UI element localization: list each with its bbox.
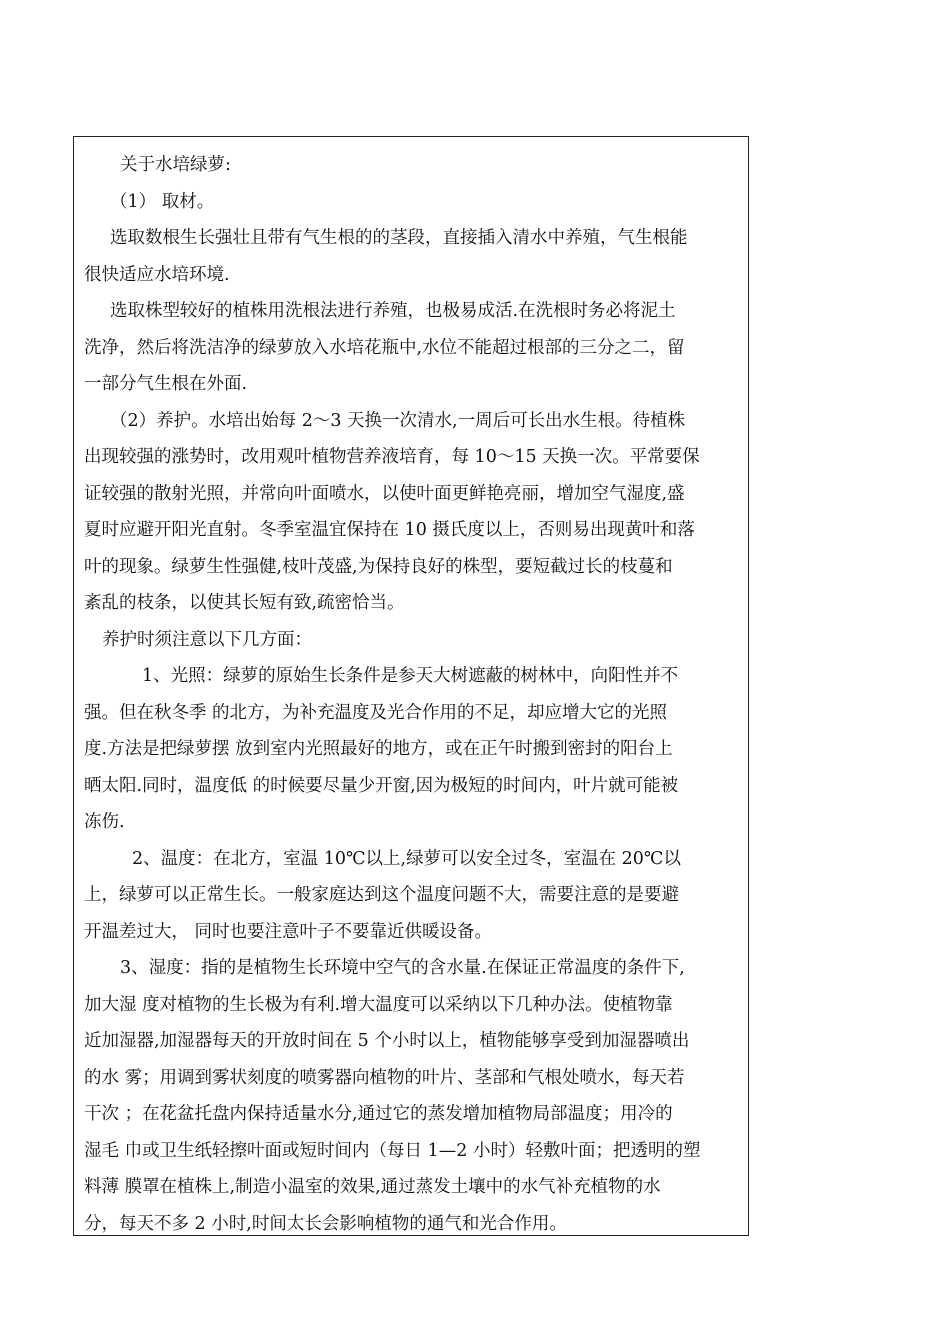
content-frame bbox=[73, 136, 749, 1236]
text-line: （1） 取材。 bbox=[110, 191, 215, 212]
text-line: 紊乱的枝条，以使其长短有致,疏密恰当。 bbox=[84, 593, 405, 613]
text-line: 近加湿器,加湿器每天的开放时间在 5 个小时以上，植物能够享受到加湿器喷出 bbox=[84, 1031, 690, 1051]
text-line: （2）养护。水培出始每 2～3 天换一次清水,一周后可长出水生根。待植株 bbox=[110, 410, 686, 431]
text-line: 3、湿度：指的是植物生长环境中空气的含水量.在保证正常温度的条件下, bbox=[120, 958, 685, 978]
text-line: 开温差过大， 同时也要注意叶子不要靠近供暖设备。 bbox=[84, 921, 493, 942]
text-line: 加大湿 度对植物的生长极为有利.增大温度可以采纳以下几种办法。使植物靠 bbox=[84, 994, 673, 1015]
text-line: 一部分气生根在外面. bbox=[84, 374, 248, 394]
text-line: 晒太阳.同时，温度低 的时候要尽量少开窗,因为极短的时间内，叶片就可能被 bbox=[84, 775, 679, 796]
text-line: 料薄 膜罩在植株上,制造小温室的效果,通过蒸发土壤中的水气补充植物的水 bbox=[84, 1177, 661, 1197]
text-line: 分，每天不多 2 小时,时间太长会影响植物的通气和光合作用。 bbox=[84, 1213, 567, 1234]
text-line: 干次 ；在花盆托盘内保持适量水分,通过它的蒸发增加植物局部温度；用冷的 bbox=[84, 1104, 673, 1124]
text-line: 关于水培绿萝: bbox=[120, 155, 231, 175]
text-line: 的水 雾；用调到雾状刻度的喷雾器向植物的叶片、茎部和气根处喷水，每天若 bbox=[84, 1067, 685, 1088]
text-line: 很快适应水培环境. bbox=[84, 264, 230, 285]
text-line: 度.方法是把绿萝摆 放到室内光照最好的地方，或在正午时搬到密封的阳台上 bbox=[84, 739, 673, 759]
text-line: 洗净，然后将洗洁净的绿萝放入水培花瓶中,水位不能超过根部的三分之二，留 bbox=[84, 337, 685, 358]
text-line: 2、温度：在北方，室温 10℃以上,绿萝可以安全过冬，室温在 20℃以 bbox=[132, 848, 682, 869]
text-line: 养护时须注意以下几方面： bbox=[102, 629, 312, 650]
text-line: 叶的现象。绿萝生性强健,枝叶茂盛,为保持良好的株型，要短截过长的枝蔓和 bbox=[84, 556, 673, 577]
text-line: 冻伤. bbox=[84, 812, 125, 832]
text-line: 上，绿萝可以正常生长。一般家庭达到这个温度问题不大，需要注意的是要避 bbox=[84, 885, 679, 905]
text-line: 选取数根生长强壮且带有气生根的的茎段，直接插入清水中养殖，气生根能 bbox=[110, 228, 688, 248]
text-line: 出现较强的涨势时，改用观叶植物营养液培育，每 10～15 天换一次。平常要保 bbox=[84, 447, 700, 467]
text-line: 夏时应避开阳光直射。冬季室温宜保持在 10 摄氏度以上，否则易出现黄叶和落 bbox=[84, 520, 695, 540]
text-line: 1、光照：绿萝的原始生长条件是参天大树遮蔽的树林中，向阳性并不 bbox=[142, 666, 679, 686]
text-line: 选取株型较好的植株用洗根法进行养殖，也极易成活.在洗根时务必将泥土 bbox=[110, 301, 676, 321]
text-line: 强。但在秋冬季 的北方，为补充温度及光合作用的不足，却应增大它的光照 bbox=[84, 702, 668, 723]
document-body bbox=[84, 147, 744, 1242]
text-line: 湿毛 巾或卫生纸轻擦叶面或短时间内（每日 1—2 小时）轻敷叶面；把透明的塑 bbox=[84, 1140, 701, 1161]
text-line: 证较强的散射光照，并常向叶面喷水，以使叶面更鲜艳亮丽，增加空气湿度,盛 bbox=[84, 483, 685, 504]
